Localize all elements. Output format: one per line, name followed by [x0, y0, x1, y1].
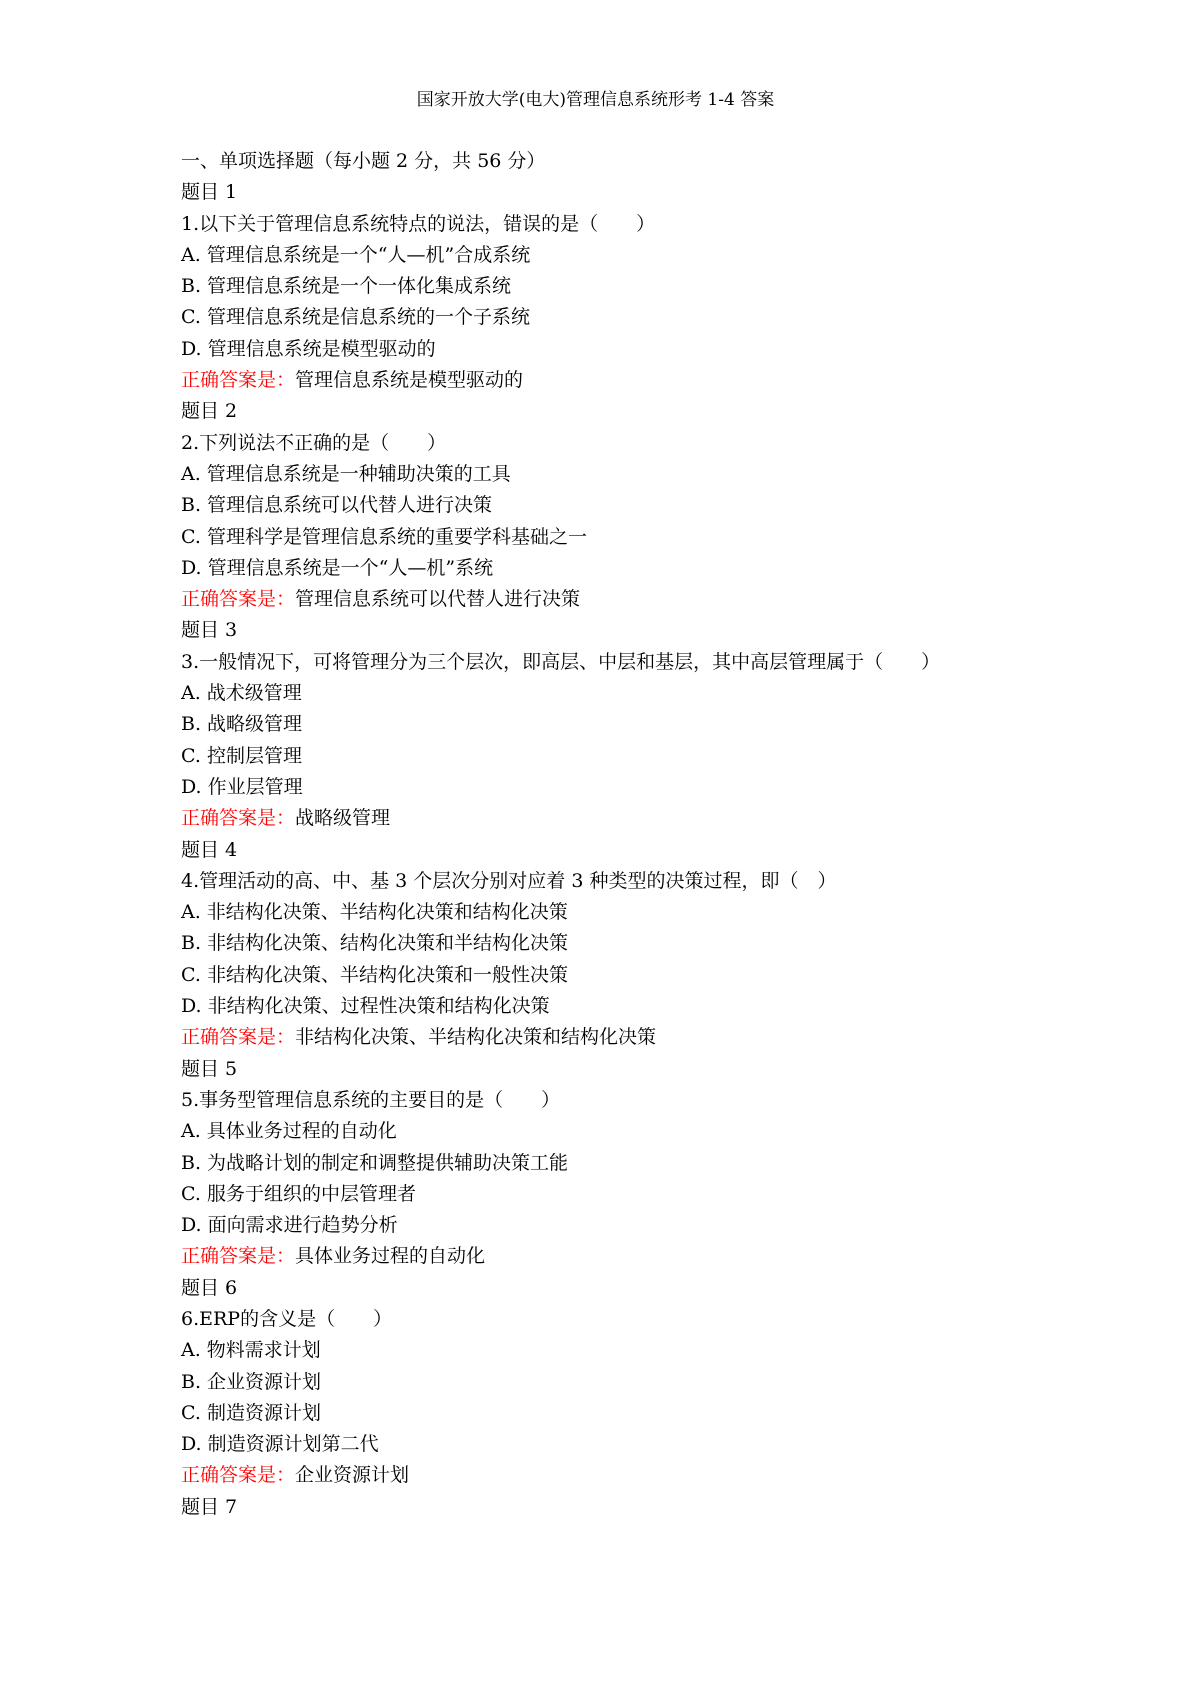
question-number: 题目 5 — [181, 1057, 238, 1080]
correct-answer — [181, 803, 1121, 834]
question-text: 6.ERP的含义是（ ） — [181, 1307, 393, 1330]
option-a: A. 物料需求计划 — [181, 1339, 321, 1362]
option-b: B. 为战略计划的制定和调整提供辅助决策工能 — [181, 1151, 569, 1174]
answer-text: 非结构化决策、半结构化决策和结构化决策 — [295, 1026, 657, 1049]
option-d: D. 管理信息系统是一个“人—机”系统 — [181, 556, 494, 579]
option-d: D. 作业层管理 — [181, 775, 303, 798]
question-number: 题目 6 — [181, 1276, 238, 1299]
option-a: A. 管理信息系统是一个“人—机”合成系统 — [181, 243, 531, 266]
answer-text: 战略级管理 — [295, 807, 391, 830]
option-d: D. 面向需求进行趋势分析 — [181, 1214, 398, 1237]
document-body — [181, 146, 1121, 1523]
option-b: B. 管理信息系统可以代替人进行决策 — [181, 494, 493, 517]
question-block — [181, 1492, 1121, 1523]
question-block — [181, 835, 1121, 1054]
question-text: 4.管理活动的高、中、基 3 个层次分别对应着 3 种类型的决策过程，即（ ） — [181, 869, 837, 892]
option-c: C. 制造资源计划 — [181, 1401, 321, 1424]
question-text: 1.以下关于管理信息系统特点的说法，错误的是（ ） — [181, 212, 656, 235]
question-number: 题目 1 — [181, 181, 238, 204]
option-c: C. 管理信息系统是信息系统的一个子系统 — [181, 306, 530, 329]
question-block — [181, 1054, 1121, 1273]
question-text: 3.一般情况下，可将管理分为三个层次，即高层、中层和基层，其中高层管理属于（ ） — [181, 650, 941, 673]
question-number: 题目 7 — [181, 1495, 238, 1518]
option-a: A. 具体业务过程的自动化 — [181, 1120, 397, 1143]
answer-label: 正确答案是： — [181, 369, 296, 392]
answer-label: 正确答案是： — [181, 1026, 296, 1049]
question-number: 题目 4 — [181, 838, 238, 861]
question-number: 题目 3 — [181, 619, 238, 642]
option-b: B. 管理信息系统是一个一体化集成系统 — [181, 275, 512, 298]
option-c: C. 非结构化决策、半结构化决策和一般性决策 — [181, 963, 568, 986]
correct-answer — [181, 584, 1121, 615]
option-a: A. 管理信息系统是一种辅助决策的工具 — [181, 462, 511, 485]
correct-answer — [181, 1022, 1121, 1053]
answer-label: 正确答案是： — [181, 1245, 296, 1268]
option-c: C. 服务于组织的中层管理者 — [181, 1182, 416, 1205]
section-heading: 一、单项选择题（每小题 2 分，共 56 分） — [181, 150, 546, 172]
question-block — [181, 1273, 1121, 1492]
question-block — [181, 396, 1121, 615]
answer-text: 具体业务过程的自动化 — [295, 1245, 486, 1268]
answer-text: 管理信息系统可以代替人进行决策 — [295, 588, 581, 611]
question-text: 5.事务型管理信息系统的主要目的是（ ） — [181, 1088, 561, 1111]
question-text: 2.下列说法不正确的是（ ） — [181, 431, 447, 454]
answer-text: 企业资源计划 — [295, 1464, 410, 1487]
correct-answer — [181, 1241, 1121, 1272]
option-a: A. 非结构化决策、半结构化决策和结构化决策 — [181, 901, 568, 924]
answer-label: 正确答案是： — [181, 807, 296, 830]
question-block — [181, 615, 1121, 834]
page-title: 国家开放大学(电大)管理信息系统形考 1-4 答案 — [416, 90, 775, 110]
option-b: B. 战略级管理 — [181, 713, 303, 736]
option-b: B. 非结构化决策、结构化决策和半结构化决策 — [181, 932, 569, 955]
option-d: D. 非结构化决策、过程性决策和结构化决策 — [181, 995, 550, 1018]
answer-label: 正确答案是： — [181, 1464, 296, 1487]
option-d: D. 管理信息系统是模型驱动的 — [181, 337, 436, 360]
option-d: D. 制造资源计划第二代 — [181, 1433, 379, 1456]
correct-answer — [181, 1460, 1121, 1491]
question-block — [181, 177, 1121, 396]
correct-answer — [181, 365, 1121, 396]
answer-text: 管理信息系统是模型驱动的 — [295, 369, 524, 392]
answer-label: 正确答案是： — [181, 588, 296, 611]
question-number: 题目 2 — [181, 400, 238, 423]
option-c: C. 管理科学是管理信息系统的重要学科基础之一 — [181, 525, 587, 548]
option-c: C. 控制层管理 — [181, 744, 302, 767]
option-b: B. 企业资源计划 — [181, 1370, 322, 1393]
option-a: A. 战术级管理 — [181, 682, 302, 705]
